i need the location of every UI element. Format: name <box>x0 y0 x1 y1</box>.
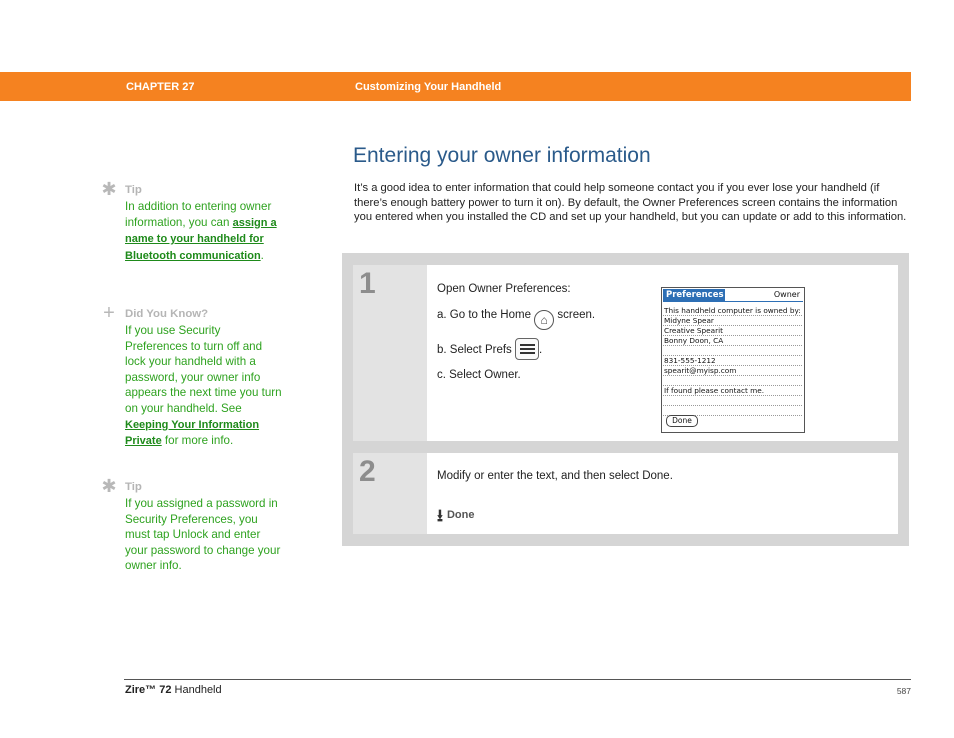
owner-title: Owner <box>773 290 800 299</box>
chapter-title: Customizing Your Handheld <box>355 81 502 93</box>
step-1-a-suffix: screen. <box>557 309 596 321</box>
step-number: 1 <box>359 267 376 300</box>
owner-line: If found please contact me. <box>663 386 802 396</box>
steps-panel <box>342 253 909 546</box>
done-button[interactable]: Done <box>666 415 698 427</box>
footer-product <box>125 684 222 696</box>
did-you-know-label: Did You Know? <box>125 308 209 320</box>
prefs-icon[interactable] <box>515 338 539 360</box>
tip-label: Tip <box>125 481 142 493</box>
did-you-know-body <box>125 323 285 450</box>
product-suffix: Handheld <box>171 684 222 696</box>
did-you-know-text: If you use Security Preferences to turn off and lock your handheld with a password, your owner info appears the next time you turn on your handheld. See <box>125 324 282 415</box>
step-1-b-text: b. Select Prefs <box>437 344 512 356</box>
step-1-intro: Open Owner Preferences: <box>437 283 571 295</box>
assign-name-link[interactable]: assign a name to your handheld for Bluetooth communication <box>125 216 277 262</box>
done-label: Done <box>446 509 475 521</box>
step-1 <box>353 265 898 441</box>
owner-preferences-screenshot <box>661 287 805 433</box>
chapter-label: CHAPTER 27 <box>126 81 195 93</box>
tip-text: In addition to entering owner information, you can <box>125 200 272 229</box>
owner-line: Midyne Spear <box>663 316 802 326</box>
preferences-tab: Preferences <box>663 289 725 301</box>
tip-text-end: . <box>260 248 264 262</box>
step-1-a-text: a. Go to the Home <box>437 309 531 321</box>
done-indicator <box>437 503 474 532</box>
step-2-text: Modify or enter the text, and then select Done. <box>437 470 673 482</box>
tip-label: Tip <box>125 184 142 196</box>
footer-rule <box>124 679 911 680</box>
owner-line: spearit@myisp.com <box>663 366 802 376</box>
home-icon[interactable]: ⌂ <box>534 310 554 330</box>
product-name: Zire™ 72 <box>125 684 172 696</box>
step-1-c: c. Select Owner. <box>437 369 521 381</box>
owner-line <box>663 346 802 356</box>
step-1-b-suffix: . <box>539 344 543 356</box>
page-number: 587 <box>896 686 911 696</box>
step-number: 2 <box>359 455 376 488</box>
owner-line: 831-555-1212 <box>663 356 802 366</box>
step-number-column <box>353 265 427 441</box>
owner-line: Bonny Doon, CA <box>663 336 802 346</box>
asterisk-icon: ✱ <box>101 476 117 496</box>
step-1-b <box>437 338 542 360</box>
tip-body: If you assigned a password in Security Preferences, you must tap Unlock and enter your password to change your owner info. <box>125 497 281 573</box>
chapter-header-bar <box>0 72 911 101</box>
did-you-know-text-end: for more info. <box>161 434 234 448</box>
owner-line: Creative Spearit <box>663 326 802 336</box>
tip-body <box>125 199 285 264</box>
page-title: Entering your owner information <box>353 144 651 167</box>
intro-paragraph: It’s a good idea to enter information that could help someone contact you if you ever lose your handheld (if there’s enough battery power to turn it on). By default, the Owner Preferences screen contains the information you entered when you installed the CD and set up your handheld, but you can update or add to this information. <box>354 182 907 223</box>
plus-icon: + <box>103 302 115 324</box>
down-arrow-icon: ⭳ <box>437 506 443 525</box>
step-2 <box>353 453 898 534</box>
keeping-info-private-link[interactable]: Keeping Your Information Private <box>125 418 260 448</box>
asterisk-icon: ✱ <box>101 179 117 199</box>
owner-line: This handheld computer is owned by: <box>664 306 801 315</box>
step-1-a <box>437 309 595 330</box>
owner-line <box>663 396 802 406</box>
step-number-column <box>353 453 427 534</box>
owner-line <box>663 376 802 386</box>
